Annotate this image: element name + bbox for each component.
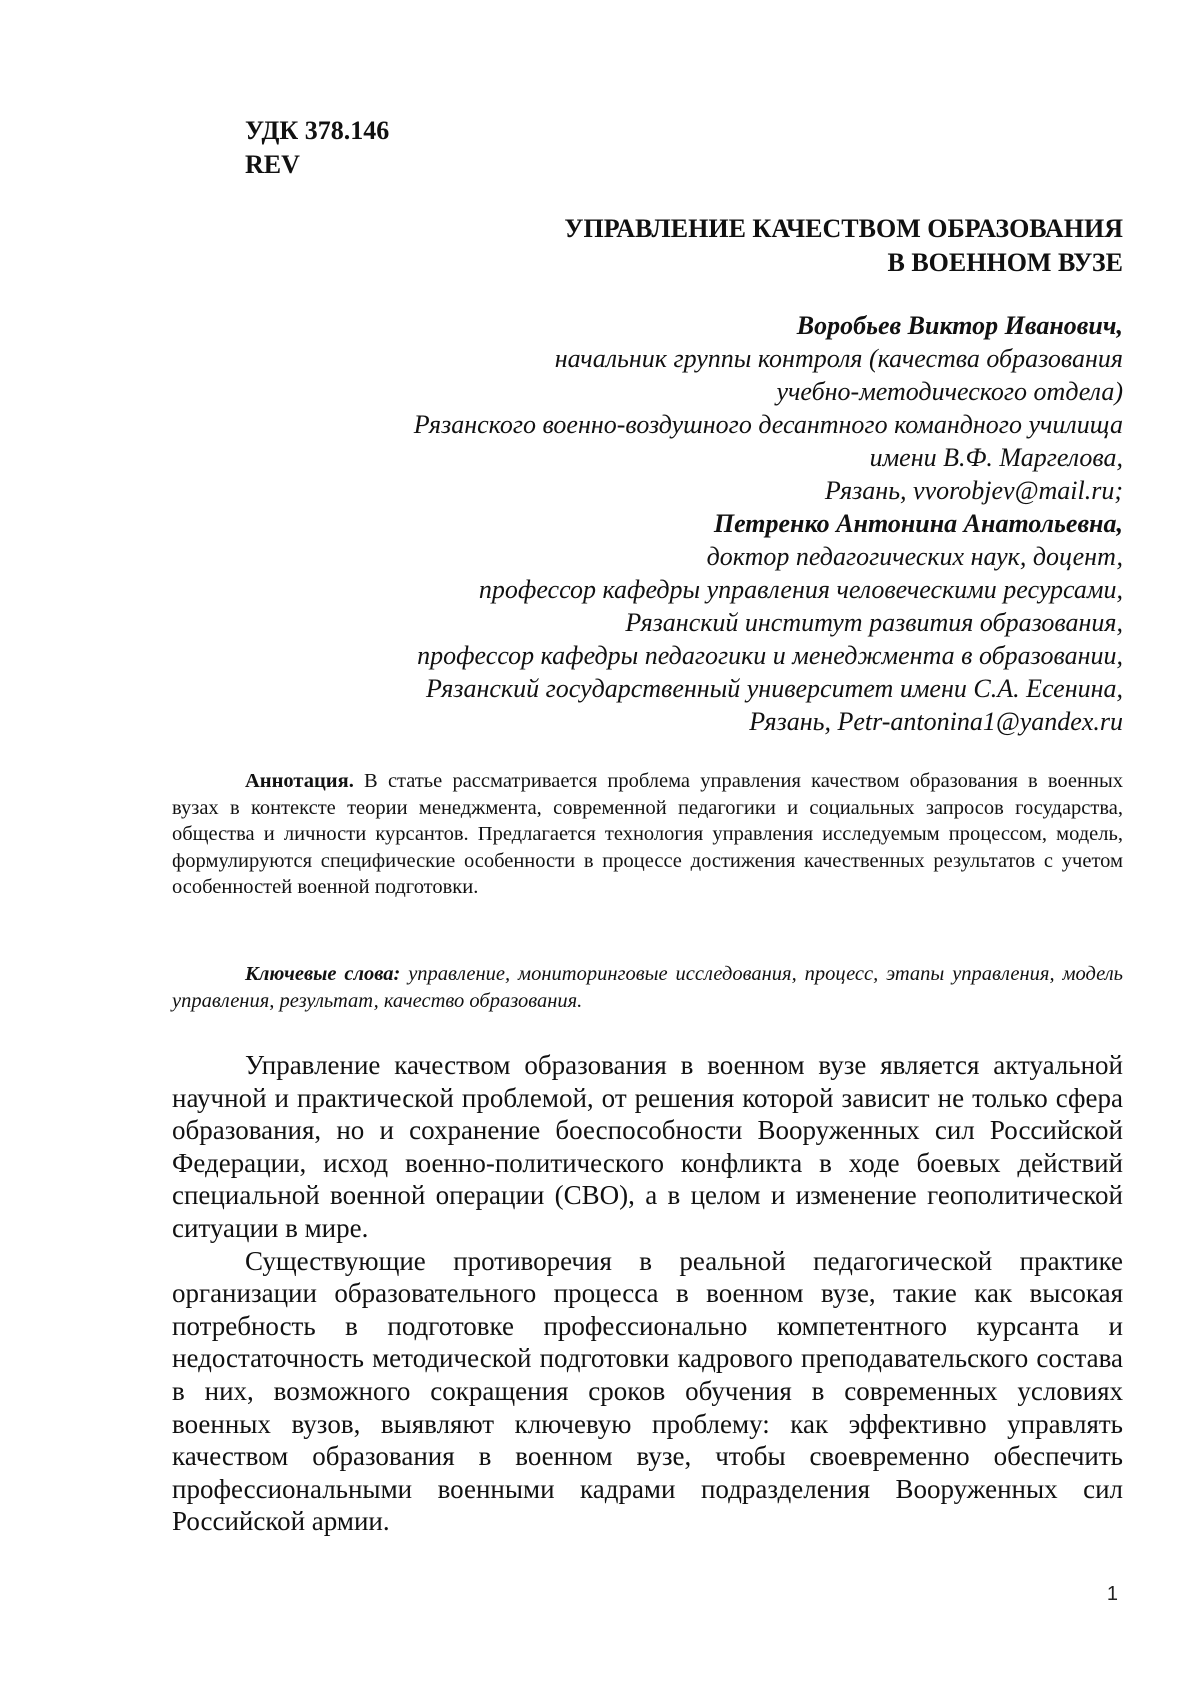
authors-block — [172, 309, 1123, 738]
author-2-affiliation-line: профессор кафедры управления человеческими ресурсами, — [172, 573, 1123, 606]
author-1-affiliation-line: имени В.Ф. Маргелова, — [172, 441, 1123, 474]
body-paragraph: Управление качеством образования в военном вузе является актуальной научной и практической проблемой, от решения которой зависит не только сфера образования, но и сохранение боеспособности Вооруженных сил Российской Федерации, исход военно-политического конфликта в ходе боевых действий специальной военной операции (СВО), а в целом и изменение геополитической ситуации в мире. — [172, 1049, 1123, 1245]
author-2-affiliation-line: доктор педагогических наук, доцент, — [172, 540, 1123, 573]
title-line-1: УПРАВЛЕНИЕ КАЧЕСТВОМ ОБРАЗОВАНИЯ — [172, 212, 1123, 246]
keywords-text: управление, мониторинговые исследования, процесс, этапы управления, модель управления, результат, качество образования. — [172, 963, 1123, 1012]
title-line-2: В ВОЕННОМ ВУЗЕ — [172, 246, 1123, 280]
author-2-affiliation-line: профессор кафедры педагогики и менеджмента в образовании, — [172, 639, 1123, 672]
article-body — [172, 1049, 1123, 1538]
rev-label: REV — [245, 148, 389, 182]
body-paragraph: Существующие противоречия в реальной педагогической практике организации образовательного процесса в военном вузе, такие как высокая потребность в подготовке профессионально компетентного курсанта и недостаточность методической подготовки кадрового преподавательского состава в них, возможного сокращения сроков обучения в современных условиях военных вузов, выявляют ключевую проблему: как эффективно управлять качеством образования в военном вузе, чтобы своевременно обеспечить профессиональными военными кадрами подразделения Вооруженных сил Российской армии. — [172, 1245, 1123, 1538]
author-1-affiliation-line: Рязанского военно-воздушного десантного командного училища — [172, 408, 1123, 441]
author-2-name: Петренко Антонина Анатольевна, — [172, 507, 1123, 540]
keywords-label: Ключевые слова: — [245, 963, 400, 985]
abstract-text: В статье рассматривается проблема управления качеством образования в военных вузах в контексте теории менеджмента, современной педагогики и социальных запросов государства, общества и личности курсантов. Предлагается технология управления исследуемым процессом, модель, формулируются специфические особенности в процессе достижения качественных результатов с учетом особенностей военной подготовки. — [172, 770, 1123, 898]
udk-code: УДК 378.146 — [245, 114, 389, 148]
author-2-contact: Рязань, Petr-antonina1@yandex.ru — [172, 705, 1123, 738]
author-1-affiliation-line: начальник группы контроля (качества образования — [172, 342, 1123, 375]
author-1-contact: Рязань, vvorobjev@mail.ru; — [172, 474, 1123, 507]
page-number: 1 — [1107, 1583, 1118, 1606]
abstract — [172, 768, 1123, 901]
author-2-affiliation-line: Рязанский институт развития образования, — [172, 606, 1123, 639]
author-1-affiliation-line: учебно-методического отдела) — [172, 375, 1123, 408]
abstract-label: Аннотация. — [245, 770, 354, 792]
keywords — [172, 961, 1123, 1014]
author-2-affiliation-line: Рязанский государственный университет имени С.А. Есенина, — [172, 672, 1123, 705]
author-1-name: Воробьев Виктор Иванович, — [172, 309, 1123, 342]
article-title — [172, 212, 1123, 280]
udk-block — [245, 114, 389, 182]
